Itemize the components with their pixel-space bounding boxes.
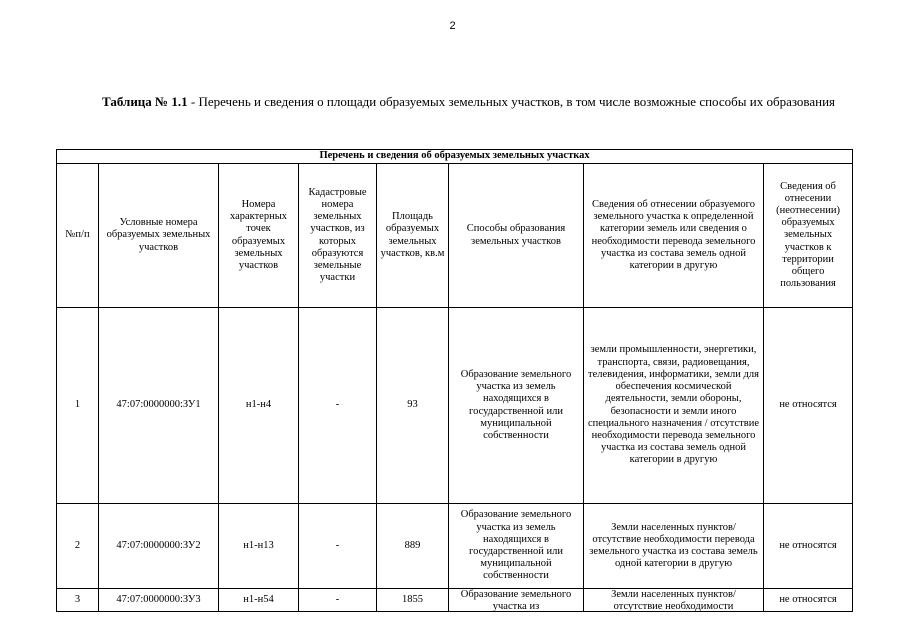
header-public-use: Сведения об отнесении (неотнесении) образуемых земельных участков к территории общего пользования — [764, 164, 853, 308]
header-category: Сведения об отнесении образуемого земельного участка к определенной категории земель или сведения о необходимости перевода земельного участка из состава земель одной категории в другую — [584, 164, 764, 308]
cell-method: Образование земельного участка из земель находящихся в государственной или муниципальной собственности — [449, 308, 584, 504]
cell-cadastral: - — [299, 589, 377, 612]
cell-method-text: Образование земельного участка из — [460, 589, 572, 611]
cell-cadastral: - — [299, 308, 377, 504]
cell-points: н1-н4 — [219, 308, 299, 504]
header-method: Способы образования земельных участков — [449, 164, 584, 308]
cell-category — [584, 589, 764, 612]
table-header-row — [57, 164, 853, 308]
land-plots-table — [56, 149, 853, 612]
cell-cond-number: 47:07:0000000:ЗУ1 — [99, 308, 219, 504]
table-row — [57, 308, 853, 504]
caption-label: Таблица № 1.1 — [102, 94, 188, 109]
cell-num: 2 — [57, 504, 99, 589]
cell-area: 889 — [377, 504, 449, 589]
header-cadastral: Кадастровые номера земельных участков, из которых образуются земельные участки — [299, 164, 377, 308]
table-row — [57, 589, 853, 612]
cell-public-use: не относятся — [764, 589, 853, 612]
header-num: №п/п — [57, 164, 99, 308]
cell-num: 3 — [57, 589, 99, 612]
table-caption — [56, 94, 852, 110]
cell-category-text: Земли населенных пунктов/ отсутствие необходимости — [611, 589, 736, 611]
cell-public-use: не относятся — [764, 308, 853, 504]
header-cond-number: Условные номера образуемых земельных участков — [99, 164, 219, 308]
cell-points: н1-н54 — [219, 589, 299, 612]
header-area: Площадь образуемых земельных участков, кв.м — [377, 164, 449, 308]
table-title: Перечень и сведения об образуемых земельных участках — [57, 150, 853, 164]
cell-method — [449, 589, 584, 612]
page-number: 2 — [449, 20, 456, 32]
cell-num: 1 — [57, 308, 99, 504]
cell-cadastral: - — [299, 504, 377, 589]
cell-category: Земли населенных пунктов/ отсутствие необходимости перевода земельного участка из состава земель одной категории в другую — [584, 504, 764, 589]
cell-cond-number: 47:07:0000000:ЗУ2 — [99, 504, 219, 589]
cell-cond-number: 47:07:0000000:ЗУ3 — [99, 589, 219, 612]
cell-public-use: не относятся — [764, 504, 853, 589]
caption-text: - Перечень и сведения о площади образуемых земельных участков, в том числе возможные способы их образования — [187, 94, 836, 109]
cell-category: земли промышленности, энергетики, транспорта, связи, радиовещания, телевидения, информатики, земли для обеспечения космической деятельности, земли обороны, безопасности и земли иного специального назначения / отсутствие необходимости перевода земельного участка из состава земель одной категории в другую — [584, 308, 764, 504]
header-points: Номера характерных точек образуемых земельных участков — [219, 164, 299, 308]
cell-area: 93 — [377, 308, 449, 504]
cell-method: Образование земельного участка из земель находящихся в государственной или муниципальной собственности — [449, 504, 584, 589]
table-row — [57, 504, 853, 589]
cell-points: н1-н13 — [219, 504, 299, 589]
cell-area: 1855 — [377, 589, 449, 612]
